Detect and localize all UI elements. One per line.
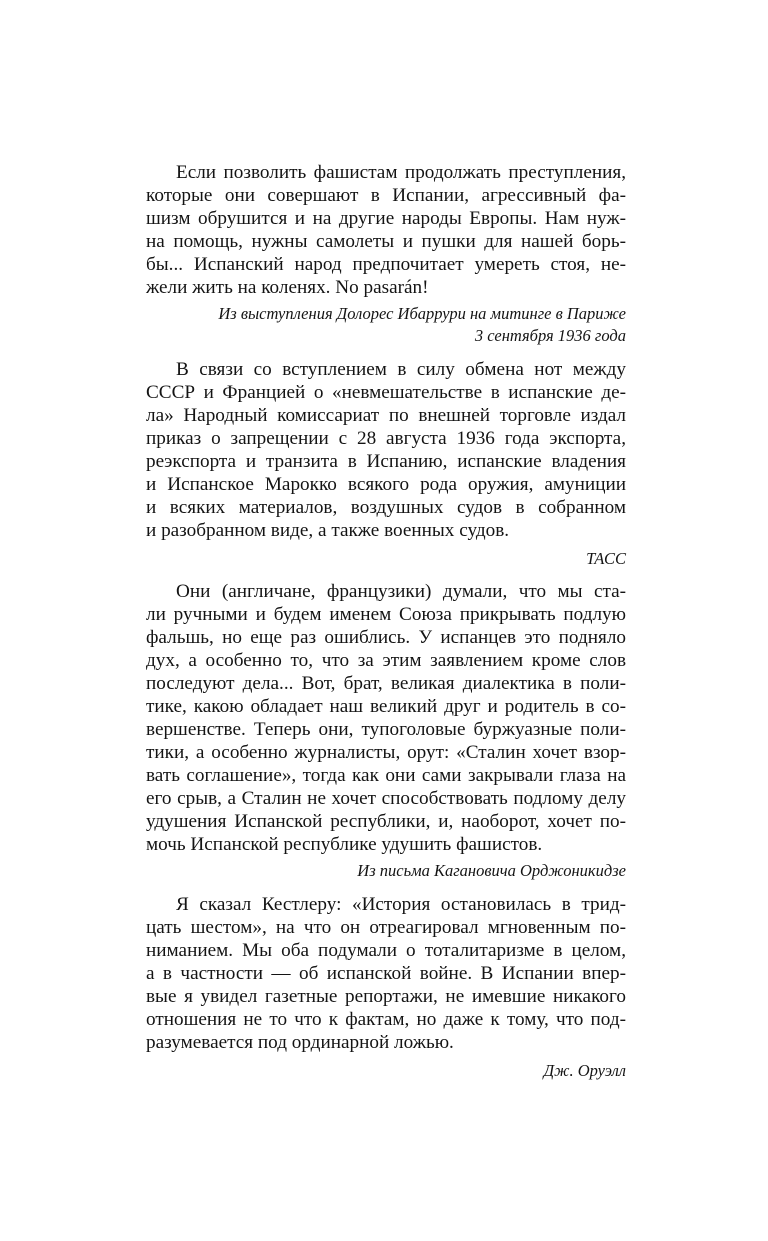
quote-source: Из письма Кагановича Орджоникидзе [357,861,626,880]
epigraph-tass [146,358,626,570]
quote-line: а в частности — об испанской войне. В Испании впер- [146,963,626,984]
epigraph-kaganovich [146,580,626,882]
quote-line: разумевается под ординарной ложью. [146,1032,454,1053]
quote-line: и всяких материалов, воздушных судов в собранном [146,497,626,518]
quote-line: тике, какою обладает наш великий друг и родитель в со- [146,696,626,717]
quote-line: В связи со вступлением в силу обмена нот между [176,359,626,380]
quote-line: ла» Народный комиссариат по внешней торговле издал [146,405,626,426]
quote-line: тики, а особенно журналисты, орут: «Сталин хочет взор- [146,742,626,763]
quote-line: удушения Испанской республики, и, наоборот, хочет по- [146,811,626,832]
quote-line: СССР и Францией о «невмешательстве в испанские де- [146,382,626,403]
quote-text [146,358,626,542]
quote-line: которые они совершают в Испании, агрессивный фа- [146,185,626,206]
quote-source: ТАСС [586,549,626,568]
quote-line: фальшь, но еще раз ошиблись. У испанцев это подняло [146,627,626,648]
quote-line: приказ о запрещении с 28 августа 1936 года экспорта, [146,428,626,449]
quote-line: реэкспорта и транзита в Испанию, испанские владения [146,451,626,472]
quote-line: вые я увидел газетные репортажи, не имевшие никакого [146,986,626,1007]
quote-line: и Испанское Марокко всякого рода оружия, амуниции [146,474,626,495]
quote-line: последуют дела... Вот, брат, великая диалектика в поли- [146,673,626,694]
quote-source-date: 3 сентября 1936 года [474,326,626,345]
quote-line: Если позволить фашистам продолжать преступления, [176,162,626,183]
quote-line: на помощь, нужны самолеты и пушки для нашей борь- [146,231,626,252]
quote-line: отношения не то что к фактам, но даже к тому, что под- [146,1009,626,1030]
quote-line: вершенстве. Теперь они, тупоголовые буржуазные поли- [146,719,626,740]
quote-line: дух, а особенно то, что за этим заявлением кроме слов [146,650,626,671]
quote-source: Из выступления Долорес Ибаррури на митинге в Париже [218,304,626,323]
quote-text [146,893,626,1054]
quote-line: вать соглашение», тогда как они сами закрывали глаза на [146,765,626,786]
quote-source: Дж. Оруэлл [543,1061,626,1080]
quote-line: шизм обрушится и на другие народы Европы. Нам нуж- [146,208,626,229]
quote-text [146,161,626,299]
quote-line: жели жить на коленях. No pasarán! [146,277,429,298]
quote-line: его срыв, а Сталин не хочет способствовать подлому делу [146,788,626,809]
epigraph-orwell [146,893,626,1082]
quote-line: Они (англичане, французики) думали, что мы ста- [176,581,626,602]
quote-line: ли ручными и будем именем Союза прикрывать подлую [146,604,626,625]
epigraph-ibarruri [146,161,626,347]
quote-line: ниманием. Мы оба подумали о тоталитаризме в целом, [146,940,626,961]
quote-line: и разобранном виде, а также военных судов. [146,520,510,541]
quote-line: Я сказал Кестлеру: «История остановилась в трид- [176,894,626,915]
quote-text [146,580,626,856]
quote-line: цать шестом», на что он отреагировал мгновенным по- [146,917,626,938]
quote-line: мочь Испанской республике удушить фашистов. [146,834,543,855]
quote-line: бы... Испанский народ предпочитает умереть стоя, не- [146,254,626,275]
